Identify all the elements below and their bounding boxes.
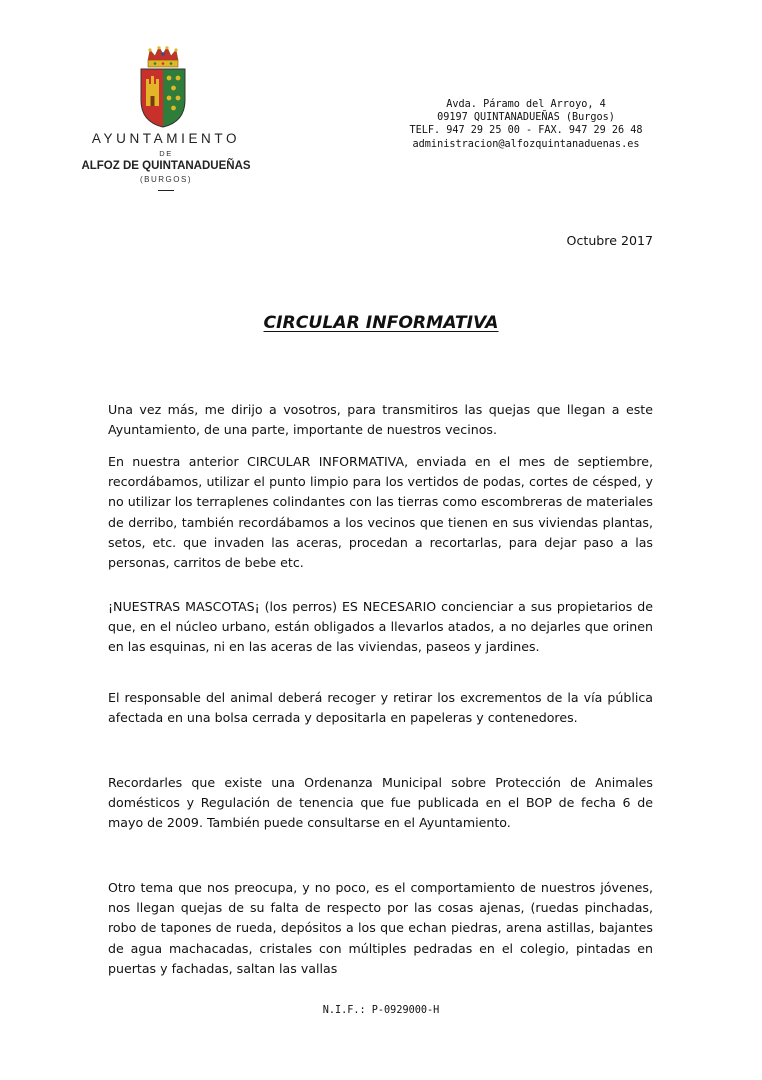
paragraph: El responsable del animal deberá recoger y retirar los excrementos de la vía pública afectada en una bolsa cerrada y depositarla en papeleras y contenedores. <box>108 690 653 726</box>
address-city: 09197 QUINTANADUEÑAS (Burgos) <box>437 112 615 124</box>
coat-of-arms-icon <box>138 46 188 128</box>
org-name: AYUNTAMIENTO <box>91 131 241 146</box>
address-phone-fax: TELF. 947 29 25 00 - FAX. 947 29 26 48 <box>409 125 643 137</box>
address-block <box>400 98 652 151</box>
paragraph: Recordarles que existe una Ordenanza Municipal sobre Protección de Animales domésticos y Regulación de tenencia que fue publicada en el BOP de fecha 6 de mayo de 2009. También puede consultarse en el Ayuntamiento. <box>108 775 653 831</box>
paragraph: Otro tema que nos preocupa, y no poco, es el comportamiento de nuestros jóvenes, nos llegan quejas de su falta de respecto por las cosas ajenas, (ruedas pinchadas, robo de tapones de rueda, depósitos a los que echan piedras, arena astillas, bajantes de agua machacadas, cristales con múltiples pedradas en el colegio, pintadas en puertas y fachadas, saltan las vallas <box>108 880 653 976</box>
org-province: (BURGOS) <box>140 175 192 184</box>
org-de: DE <box>159 149 173 158</box>
footer-nif: N.I.F.: P-0929000-H <box>322 1005 440 1016</box>
organization-block <box>60 131 272 191</box>
divider <box>158 190 174 191</box>
paragraph: Una vez más, me dirijo a vosotros, para transmitiros las quejas que llegan a este Ayuntamiento, de una parte, importante de nuestros vecinos. <box>108 402 653 438</box>
shield-icon <box>141 69 185 127</box>
document-date: Octubre 2017 <box>566 233 653 248</box>
org-place: ALFOZ DE QUINTANADUEÑAS <box>81 160 251 172</box>
address-street: Avda. Páramo del Arroyo, 4 <box>446 99 606 110</box>
address-email[interactable]: administracion@alfozquintanaduenas.es <box>412 138 640 150</box>
paragraph: En nuestra anterior CIRCULAR INFORMATIVA, enviada en el mes de septiembre, recordábamos, utilizar el punto limpio para los vertidos de podas, cortes de césped, y no utilizar los terraplenes colindantes con las tierras como escombreras de materiales de derribo, también recordábamos a los vecinos que tienen en sus viviendas plantas, setos, etc. que invaden las aceras, procedan a recortarlas, para dejar paso a las personas, carritos de bebe etc. <box>108 454 653 571</box>
paragraph: ¡NUESTRAS MASCOTAS¡ (los perros) ES NECESARIO concienciar a sus propietarios de que, en el núcleo urbano, están obligados a llevarlos atados, a no dejarles que orinen en las esquinas, ni en las aceras de las viviendas, paseos y jardines. <box>108 599 653 655</box>
document-title: CIRCULAR INFORMATIVA <box>263 313 499 333</box>
crown-icon <box>148 46 178 67</box>
